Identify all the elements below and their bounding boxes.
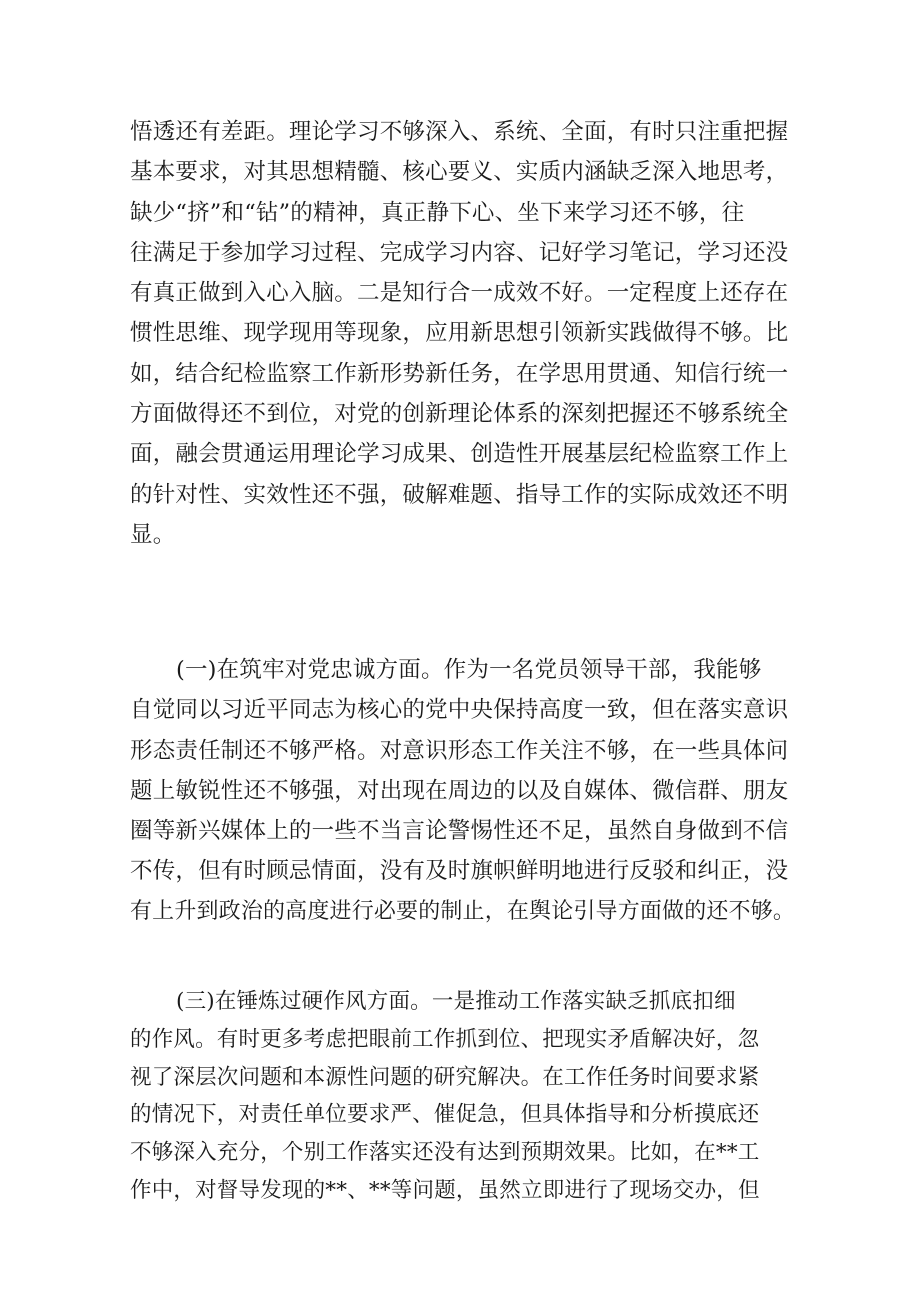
paragraph-theory-study [130, 112, 802, 555]
paragraph-party-loyalty [130, 650, 802, 932]
text-line: 往满足于参加学习过程、完成学习内容、记好学习笔记，学习还没 [130, 239, 789, 266]
text-line: 有上升到政治的高度进行必要的制止，在舆论引导方面做的还不够。 [130, 898, 796, 924]
text-line: 显。 [130, 521, 176, 548]
text-line: 不传，但有时顾忌情面，没有及时旗帜鲜明地进行反驳和纠正，没 [130, 858, 789, 885]
text-line: 不够深入充分，个别工作落实还没有达到预期效果。比如，在**工 [130, 1140, 760, 1166]
text-line: 缺少“挤”和“钻”的精神，真正静下心、坐下来学习还不够，往 [130, 199, 745, 226]
text-line: (一)在筑牢对党忠诚方面。作为一名党员领导干部，我能够 [176, 657, 762, 683]
text-line: 作中，对督导发现的**、**等问题，虽然立即进行了现场交办，但 [130, 1177, 760, 1203]
text-line: 自觉同以习近平同志为核心的党中央保持高度一致，但在落实意识 [130, 697, 789, 724]
text-line: 的作风。有时更多考虑把眼前工作抓到位、把现实矛盾解决好，忽 [130, 1026, 760, 1052]
text-line: 的情况下，对责任单位要求严、催促急，但具体指导和分析摸底还 [130, 1102, 760, 1128]
text-line: 视了深层次问题和本源性问题的研究解决。在工作任务时间要求紧 [130, 1064, 760, 1090]
text-line: 圈等新兴媒体上的一些不当言论警惕性还不足，虽然自身做到不信 [130, 818, 789, 845]
paragraph-work-style [130, 983, 802, 1210]
text-line: 的针对性、实效性还不强，破解难题、指导工作的实际成效还不明 [130, 481, 789, 508]
text-line: 惯性思维、现学现用等现象，应用新思想引领新实践做得不够。比 [130, 320, 789, 347]
text-line: (三)在锤炼过硬作风方面。一是推动工作落实缺乏抓底扣细 [176, 989, 736, 1014]
text-line: 方面做得还不到位，对党的创新理论体系的深刻把握还不够系统全 [130, 401, 789, 428]
text-line: 如，结合纪检监察工作新形势新任务，在学思用贯通、知信行统一 [130, 360, 789, 387]
text-line: 面，融会贯通运用理论学习成果、创造性开展基层纪检监察工作上 [130, 441, 789, 468]
text-line: 悟透还有差距。理论学习不够深入、系统、全面，有时只注重把握 [130, 119, 789, 145]
text-line: 基本要求，对其思想精髓、核心要义、实质内涵缺乏深入地思考， [130, 159, 789, 186]
text-line: 有真正做到入心入脑。二是知行合一成效不好。一定程度上还存在 [130, 280, 789, 307]
text-line: 题上敏锐性还不够强，对出现在周边的以及自媒体、微信群、朋友 [130, 777, 789, 804]
text-line: 形态责任制还不够严格。对意识形态工作关注不够，在一些具体问 [130, 737, 789, 764]
